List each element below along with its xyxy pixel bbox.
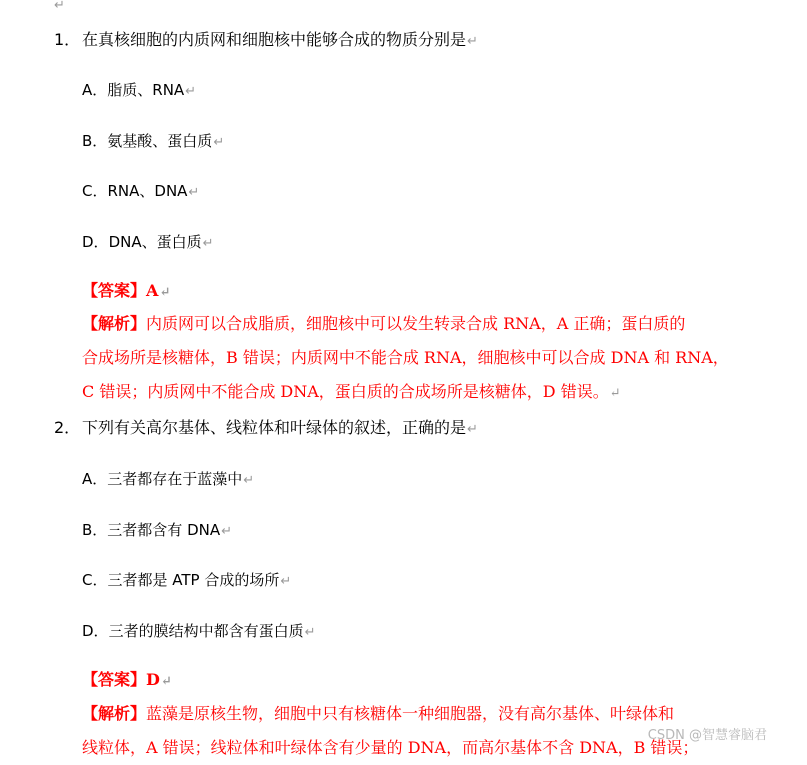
option-letter: A． [82,470,108,488]
paragraph-mark: ↵ [280,574,292,589]
explanation-line: 【解析】蓝藻是原核生物，细胞中只有核糖体一种细胞器，没有高尔基体、叶绿体和 [82,704,675,723]
option-text: DNA、蛋白质 [108,233,202,251]
option-letter: B． [82,521,108,539]
option-text: 三者的膜结构中都含有蛋白质 [108,622,304,640]
explanation-line: 合成场所是核糖体，B 错误；内质网中不能合成 RNA，细胞核中可以合成 DNA 和 RNA， [82,348,729,367]
paragraph-mark: ↵ [221,524,233,539]
option-letter: B． [82,132,108,150]
question-1-option-d [82,230,214,256]
question-2-stem [54,416,478,442]
option-text: 三者都是 ATP 合成的场所 [107,571,280,589]
paragraph-mark: ↵ [202,236,214,251]
question-number: 2． [54,418,81,437]
question-1-explanation [82,307,772,411]
paragraph-mark: ↵ [609,386,621,401]
explanation-line: C 错误；内质网中不能合成 DNA，蛋白质的合成场所是核糖体，D 错误。↵ [82,382,621,401]
question-number: 1． [54,30,81,49]
watermark: CSDN @智慧睿脑君 [647,728,767,743]
paragraph-mark: ↵ [304,625,316,640]
explanation-label: 【解析】 [82,314,147,333]
option-letter: D． [82,233,109,251]
option-text: RNA、DNA [107,182,188,200]
option-text: 三者都存在于蓝藻中 [107,470,243,488]
question-2-option-a [82,467,254,493]
paragraph-mark: ↵ [160,674,172,689]
explanation-line: 【解析】内质网可以合成脂质，细胞核中可以发生转录合成 RNA，A 正确；蛋白质的 [82,314,686,333]
question-text: 下列有关高尔基体、线粒体和叶绿体的叙述，正确的是 [82,418,467,437]
paragraph-mark: ↵ [243,473,255,488]
question-2-option-c [82,568,291,594]
question-2-option-b [82,518,232,544]
question-1-answer [82,279,170,305]
paragraph-mark: ↵ [159,285,171,300]
question-2-answer [82,668,172,694]
option-text: 三者都含有 DNA [107,521,221,539]
option-letter: C． [82,182,108,200]
answer-value: D [146,670,160,689]
option-text: 脂质、RNA [107,81,185,99]
question-1-option-a [82,78,196,104]
option-letter: D． [82,622,109,640]
paragraph-mark: ↵ [467,34,478,49]
question-1-option-c [82,179,199,205]
question-1-stem [54,28,478,54]
paragraph-mark: ↵ [185,84,197,99]
option-letter: A． [82,81,108,99]
question-text: 在真核细胞的内质网和细胞核中能够合成的物质分别是 [82,30,467,49]
answer-label: 【答案】 [82,670,147,689]
explanation-label: 【解析】 [82,704,147,723]
paragraph-mark: ↵ [213,135,225,150]
paragraph-mark: ↵ [54,0,65,13]
question-2-option-d [82,619,315,645]
option-letter: C． [82,571,108,589]
explanation-line: 线粒体，A 错误；线粒体和叶绿体含有少量的 DNA，而高尔基体不含 DNA，B 错误； [82,738,699,757]
option-text: 氨基酸、蛋白质 [107,132,213,150]
answer-value: A [146,281,159,300]
paragraph-mark: ↵ [188,185,200,200]
question-1-option-b [82,129,224,155]
paragraph-mark: ↵ [467,422,478,437]
answer-label: 【答案】 [82,281,147,300]
